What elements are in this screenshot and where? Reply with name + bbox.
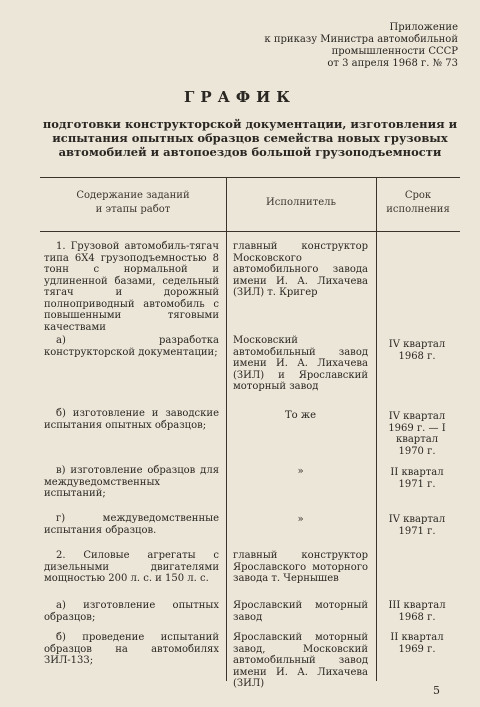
header-tasks-line: и этапы работ bbox=[95, 204, 171, 215]
task-cell: б) изготовление и заводские испытания опытных образцов; bbox=[44, 408, 219, 431]
page-number: 5 bbox=[433, 684, 440, 697]
table-top-rule bbox=[40, 177, 460, 178]
task-cell: а) разработка конструкторской документации; bbox=[44, 335, 219, 358]
appendix-note bbox=[228, 22, 458, 70]
term-cell: III квартал 1968 г. bbox=[388, 600, 446, 623]
document-title: ГРАФИК bbox=[184, 88, 296, 106]
appendix-line: от 3 апреля 1968 г. № 73 bbox=[327, 58, 458, 69]
column-divider bbox=[376, 177, 377, 681]
term-cell: II квартал 1971 г. bbox=[390, 467, 444, 490]
task-cell: г) междуведомственные испытания образцов. bbox=[44, 513, 219, 536]
executor-cell: Ярославский моторный завод bbox=[233, 600, 368, 623]
task-cell: в) изготовление образцов для междуведомственных испытаний; bbox=[44, 465, 219, 499]
executor-cell: То же bbox=[285, 410, 316, 421]
appendix-line: Приложение bbox=[389, 22, 458, 33]
task-cell: б) проведение испытаний образцов на автомобилях ЗИЛ-133; bbox=[44, 632, 219, 666]
appendix-line: к приказу Министра автомобильной bbox=[264, 34, 458, 45]
term-cell: IV квартал 1971 г. bbox=[388, 514, 446, 537]
term-cell: II квартал 1969 г. bbox=[390, 632, 444, 655]
executor-cell: Московский автомобильный завод имени И. А. Лихачева (ЗИЛ) и Ярославский моторный завод bbox=[233, 335, 368, 392]
header-tasks bbox=[40, 189, 226, 217]
header-term bbox=[376, 189, 460, 217]
executor-cell: » bbox=[297, 466, 304, 477]
table-header-rule bbox=[40, 231, 460, 232]
header-tasks-line: Содержание заданий bbox=[76, 190, 190, 201]
header-term-line: Срок bbox=[404, 190, 432, 201]
document-subtitle: подготовки конструкторской документации, изготовления и испытания опытных образцов семейства новых грузовых автомобилей и автопоездов большой грузоподъемности bbox=[42, 117, 458, 159]
term-cell: IV квартал 1969 г. — I квартал 1970 г. bbox=[388, 411, 446, 457]
executor-cell: » bbox=[297, 514, 304, 525]
appendix-line: промышленности СССР bbox=[331, 46, 458, 57]
executor-cell: Ярославский моторный завод, Московский автомобильный завод имени И. А. Лихачева (ЗИЛ) bbox=[233, 632, 368, 689]
term-cell: IV квартал 1968 г. bbox=[388, 339, 446, 362]
executor-cell: главный конструктор Ярославского моторного завода т. Чернышев bbox=[233, 550, 368, 584]
header-executor: Исполнитель bbox=[266, 197, 336, 208]
executor-cell: главный конструктор Московского автомобильного завода имени И. А. Лихачева (ЗИЛ) т. Кригер bbox=[233, 241, 368, 298]
task-cell: а) изготовление опытных образцов; bbox=[44, 600, 219, 623]
task-cell: 2. Силовые агрегаты с дизельными двигателями мощностью 200 л. с. и 150 л. с. bbox=[44, 550, 219, 584]
column-divider bbox=[226, 177, 227, 681]
header-term-line: исполнения bbox=[386, 204, 450, 215]
task-cell: 1. Грузовой автомобиль-тягач типа 6Х4 грузоподъемностью 8 тонн с нормальной и удлиненной базами, седельный тягач и дорожный полноприводный автомобиль с повышенными тяговыми качествами bbox=[44, 241, 219, 333]
